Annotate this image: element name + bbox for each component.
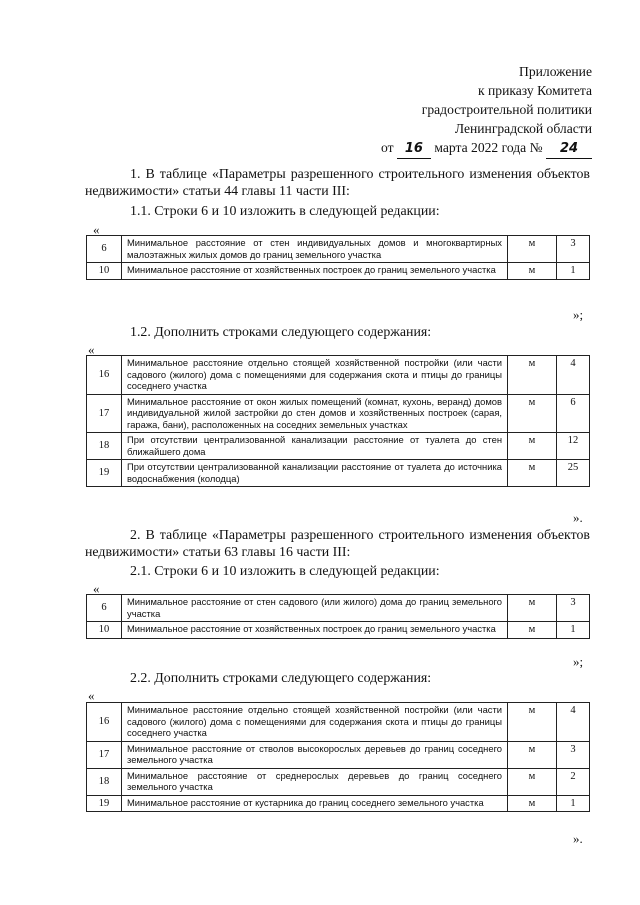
row-unit: м: [508, 622, 557, 639]
table-4: [86, 702, 590, 812]
row-unit: м: [508, 263, 557, 280]
header-line: градостроительной политики: [421, 102, 592, 117]
row-description: Минимальное расстояние от стволов высокорослых деревьев до границ соседнего земельного участка: [122, 741, 508, 768]
open-quote: «: [88, 342, 95, 357]
row-value: 25: [557, 460, 590, 487]
close-quote: ».: [573, 510, 583, 525]
open-quote: «: [93, 222, 100, 237]
row-number: 19: [87, 795, 122, 812]
table-row: [87, 622, 590, 639]
date-prefix: от: [380, 140, 394, 155]
row-value: 4: [557, 356, 590, 395]
header-line: Ленинградской области: [454, 121, 592, 136]
table-row: [87, 394, 590, 433]
row-unit: м: [508, 768, 557, 795]
row-number: 17: [87, 394, 122, 433]
table-row: [87, 795, 590, 812]
appendix-header: [381, 62, 592, 159]
row-description: При отсутствии централизованной канализации расстояние от туалета до стен ближайшего дома: [122, 433, 508, 460]
table-1: [86, 235, 590, 280]
close-quote: »;: [573, 654, 584, 669]
header-date-line: [381, 138, 592, 159]
row-unit: м: [508, 795, 557, 812]
row-value: 3: [557, 595, 590, 622]
row-value: 12: [557, 433, 590, 460]
handwritten-number: 24: [546, 139, 592, 159]
row-number: 6: [87, 595, 122, 622]
row-value: 1: [557, 622, 590, 639]
row-value: 6: [557, 394, 590, 433]
table-row: [87, 236, 590, 263]
table-row: [87, 703, 590, 742]
row-unit: м: [508, 394, 557, 433]
table-3: [86, 594, 590, 639]
row-unit: м: [508, 460, 557, 487]
row-value: 3: [557, 236, 590, 263]
row-description: Минимальное расстояние от кустарника до границ соседнего земельного участка: [122, 795, 508, 812]
table-row: [87, 768, 590, 795]
section-1-1-title: 1.1. Строки 6 и 10 изложить в следующей редакции:: [130, 204, 440, 219]
row-description: Минимальное расстояние от среднерослых деревьев до границ соседнего земельного участка: [122, 768, 508, 795]
row-number: 16: [87, 703, 122, 742]
row-unit: м: [508, 433, 557, 460]
row-number: 17: [87, 741, 122, 768]
section-1-text: 1. В таблице «Параметры разрешенного строительного изменения объектов недвижимости» статьи 44 главы 11 части III:: [85, 167, 590, 199]
table-row: [87, 460, 590, 487]
table-row: [87, 741, 590, 768]
row-unit: м: [508, 703, 557, 742]
row-description: При отсутствии централизованной канализации расстояние от туалета до источника водоснабжения (колодца): [122, 460, 508, 487]
table-row: [87, 595, 590, 622]
row-value: 1: [557, 263, 590, 280]
section-2-1-title: 2.1. Строки 6 и 10 изложить в следующей редакции:: [130, 564, 440, 579]
row-value: 2: [557, 768, 590, 795]
section-2-text: 2. В таблице «Параметры разрешенного строительного изменения объектов недвижимости» статьи 63 главы 16 части III:: [85, 528, 590, 560]
row-description: Минимальное расстояние отдельно стоящей хозяйственной постройки (или части садового (жилого) дома с помещениями для содержания скота и птицы до границы соседнего участка: [122, 703, 508, 742]
row-description: Минимальное расстояние от окон жилых помещений (комнат, кухонь, веранд) домов индивидуальной жилой застройки до стен домов и хозяйственных построек (сарая, гаража, бани), расположенных на соседних земельных участках: [122, 394, 508, 433]
close-quote: »;: [573, 307, 584, 322]
row-number: 10: [87, 622, 122, 639]
row-number: 6: [87, 236, 122, 263]
row-unit: м: [508, 236, 557, 263]
row-value: 4: [557, 703, 590, 742]
open-quote: «: [88, 688, 95, 703]
open-quote: «: [93, 581, 100, 596]
row-unit: м: [508, 356, 557, 395]
table-2: [86, 355, 590, 487]
row-number: 16: [87, 356, 122, 395]
date-middle: марта 2022 года №: [434, 140, 543, 155]
row-description: Минимальное расстояние от стен индивидуальных домов и многоквартирных малоэтажных жилых домов до границ земельного участка: [122, 236, 508, 263]
row-value: 3: [557, 741, 590, 768]
row-description: Минимальное расстояние от хозяйственных построек до границ земельного участка: [122, 263, 508, 280]
header-line: к приказу Комитета: [478, 83, 592, 98]
table-row: [87, 433, 590, 460]
table-row: [87, 356, 590, 395]
row-unit: м: [508, 741, 557, 768]
header-line: Приложение: [519, 64, 592, 79]
row-number: 10: [87, 263, 122, 280]
table-row: [87, 263, 590, 280]
section-2-2-title: 2.2. Дополнить строками следующего содержания:: [130, 671, 432, 686]
section-1-2-title: 1.2. Дополнить строками следующего содержания:: [130, 325, 432, 340]
row-number: 18: [87, 768, 122, 795]
row-description: Минимальное расстояние отдельно стоящей хозяйственной постройки (или части садового (жилого) дома с помещениями для содержания скота и птицы до границы соседнего участка: [122, 356, 508, 395]
close-quote: ».: [573, 831, 583, 846]
handwritten-day: 16: [397, 139, 431, 159]
row-unit: м: [508, 595, 557, 622]
row-number: 19: [87, 460, 122, 487]
row-description: Минимальное расстояние от хозяйственных построек до границ земельного участка: [122, 622, 508, 639]
row-description: Минимальное расстояние от стен садового (или жилого) дома до границ земельного участка: [122, 595, 508, 622]
row-value: 1: [557, 795, 590, 812]
row-number: 18: [87, 433, 122, 460]
